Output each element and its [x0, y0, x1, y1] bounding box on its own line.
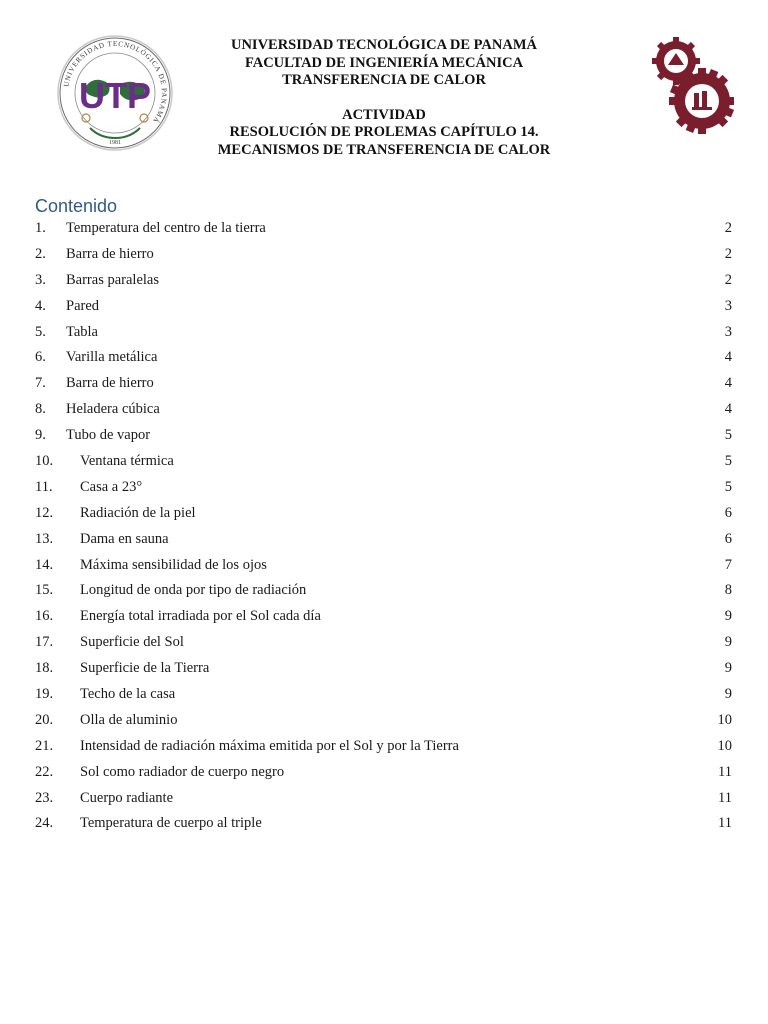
toc-entry[interactable]: [35, 373, 732, 399]
toc-entry-title: Radiación de la piel: [80, 504, 196, 521]
toc-entry-title: Barra de hierro: [66, 375, 154, 392]
toc-entry-number: 23.: [35, 789, 54, 806]
toc-entry-title: Cuerpo radiante: [80, 789, 174, 806]
toc-entry-number: 2.: [35, 245, 46, 262]
toc-entry-number: 15.: [35, 582, 54, 599]
toc-entry-page: 7: [724, 556, 732, 573]
toc-entry-title: Varilla metálica: [66, 349, 158, 366]
toc-entry-number: 11.: [35, 478, 53, 495]
toc-entry-page: 4: [724, 375, 732, 392]
toc-entry-page: 3: [724, 297, 732, 314]
toc-entry-title: Temperatura del centro de la tierra: [66, 220, 266, 236]
toc-entry[interactable]: [35, 580, 732, 606]
toc-entry[interactable]: [35, 322, 732, 348]
toc-entry[interactable]: [35, 451, 732, 477]
toc-entry-title: Techo de la casa: [80, 686, 176, 703]
toc-entry[interactable]: [35, 632, 732, 658]
toc-entry-title: Longitud de onda por tipo de radiación: [80, 582, 307, 599]
header-course: TRANSFERENCIA DE CALOR: [282, 72, 486, 88]
toc-entry-number: 17.: [35, 634, 54, 651]
university-logo: [56, 34, 174, 152]
toc-entry[interactable]: [35, 244, 732, 270]
toc-entry-title: Barra de hierro: [66, 245, 154, 262]
toc-entry[interactable]: [35, 710, 732, 736]
toc-entry-page: 9: [724, 608, 732, 625]
toc-entry-title: Dama en sauna: [80, 530, 169, 547]
toc-entry-title: Energía total irradiada por el Sol cada día: [80, 608, 321, 625]
toc-entry[interactable]: [35, 425, 732, 451]
toc-entry-page: 6: [724, 504, 732, 521]
toc-entry-page: 4: [724, 349, 732, 366]
toc-entry-page: 2: [724, 245, 732, 262]
document-header: [180, 37, 588, 159]
toc-entry-title: Ventana térmica: [80, 453, 174, 470]
seal-year: 1981: [109, 140, 121, 146]
toc-entry[interactable]: [35, 788, 732, 814]
table-of-contents: [35, 218, 732, 839]
toc-entry-page: 8: [724, 582, 732, 599]
toc-entry-page: 11: [718, 763, 732, 780]
header-subtitle: RESOLUCIÓN DE PROLEMAS CAPÍTULO 14.: [229, 124, 539, 140]
toc-entry-number: 6.: [35, 349, 46, 366]
toc-entry-number: 22.: [35, 763, 54, 780]
header-activity: ACTIVIDAD: [342, 106, 426, 123]
toc-entry-page: 9: [724, 660, 732, 677]
toc-entry-title: Superficie de la Tierra: [80, 660, 210, 677]
toc-entry-number: 8.: [35, 401, 46, 418]
toc-title: Contenido: [35, 196, 118, 216]
toc-entry[interactable]: [35, 529, 732, 555]
toc-entry-title: Superficie del Sol: [80, 634, 184, 651]
toc-entry-number: 10.: [35, 453, 54, 470]
toc-entry-page: 3: [724, 323, 732, 340]
toc-entry-page: 11: [718, 789, 732, 806]
toc-entry-number: 21.: [35, 737, 54, 754]
toc-entry-page: 10: [717, 711, 732, 728]
toc-entry[interactable]: [35, 270, 732, 296]
toc-entry-page: 2: [724, 271, 732, 288]
seal-ring-text: UNIVERSIDAD TECNOLÓGICA DE PANAMÁ: [62, 39, 169, 125]
toc-entry-title: Barras paralelas: [66, 271, 159, 288]
toc-entry[interactable]: [35, 399, 732, 425]
toc-entry-number: 5.: [35, 323, 46, 340]
toc-entry-page: 10: [717, 737, 732, 754]
toc-entry-number: 9.: [35, 427, 46, 444]
toc-entry-number: 18.: [35, 660, 54, 677]
toc-entry-title: Casa a 23°: [80, 478, 143, 495]
seal-letters: UTP: [79, 75, 151, 116]
toc-entry-title: Olla de aluminio: [80, 711, 178, 728]
toc-entry-title: Sol como radiador de cuerpo negro: [80, 763, 285, 780]
toc-entry-page: 5: [724, 478, 732, 495]
toc-entry[interactable]: [35, 658, 732, 684]
toc-entry-number: 1.: [35, 220, 46, 236]
toc-entry[interactable]: [35, 762, 732, 788]
toc-entry-page: 2: [724, 220, 732, 236]
toc-entry-page: 5: [724, 453, 732, 470]
toc-entry-number: 16.: [35, 608, 54, 625]
toc-entry-page: 9: [724, 686, 732, 703]
header-faculty: FACULTAD DE INGENIERÍA MECÁNICA: [244, 54, 524, 71]
toc-entry-title: Heladera cúbica: [66, 401, 160, 418]
toc-entry-number: 20.: [35, 711, 54, 728]
header-topic: MECANISMOS DE TRANSFERENCIA DE CALOR: [217, 141, 551, 158]
toc-entry-number: 24.: [35, 815, 54, 832]
toc-entry-page: 11: [718, 815, 732, 832]
toc-entry[interactable]: [35, 503, 732, 529]
toc-entry-title: Temperatura de cuerpo al triple: [80, 815, 262, 832]
toc-entry-number: 3.: [35, 271, 46, 288]
toc-entry-number: 4.: [35, 297, 46, 314]
toc-entry[interactable]: [35, 296, 732, 322]
toc-entry-number: 14.: [35, 556, 54, 573]
toc-entry[interactable]: [35, 813, 732, 839]
toc-entry[interactable]: [35, 736, 732, 762]
toc-entry-number: 7.: [35, 375, 46, 392]
header-university: UNIVERSIDAD TECNOLÓGICA DE PANAMÁ: [230, 37, 537, 53]
toc-entry-number: 19.: [35, 686, 54, 703]
toc-entry-title: Tubo de vapor: [66, 427, 151, 444]
toc-entry[interactable]: [35, 477, 732, 503]
toc-entry[interactable]: [35, 555, 732, 581]
toc-entry[interactable]: [35, 347, 732, 373]
toc-entry-page: 4: [724, 401, 732, 418]
toc-entry-title: Intensidad de radiación máxima emitida por el Sol y por la Tierra: [80, 737, 459, 754]
toc-entry-page: 9: [724, 634, 732, 651]
toc-entry-title: Tabla: [66, 323, 98, 340]
toc-entry[interactable]: [35, 684, 732, 710]
toc-entry-page: 5: [724, 427, 732, 444]
toc-entry-page: 6: [724, 530, 732, 547]
toc-entry-title: Máxima sensibilidad de los ojos: [80, 556, 267, 573]
toc-entry-title: Pared: [66, 297, 100, 314]
toc-entry[interactable]: [35, 606, 732, 632]
toc-entry-number: 12.: [35, 504, 54, 521]
faculty-logo: [652, 37, 734, 137]
toc-entry[interactable]: [35, 218, 732, 244]
toc-entry-number: 13.: [35, 530, 54, 547]
